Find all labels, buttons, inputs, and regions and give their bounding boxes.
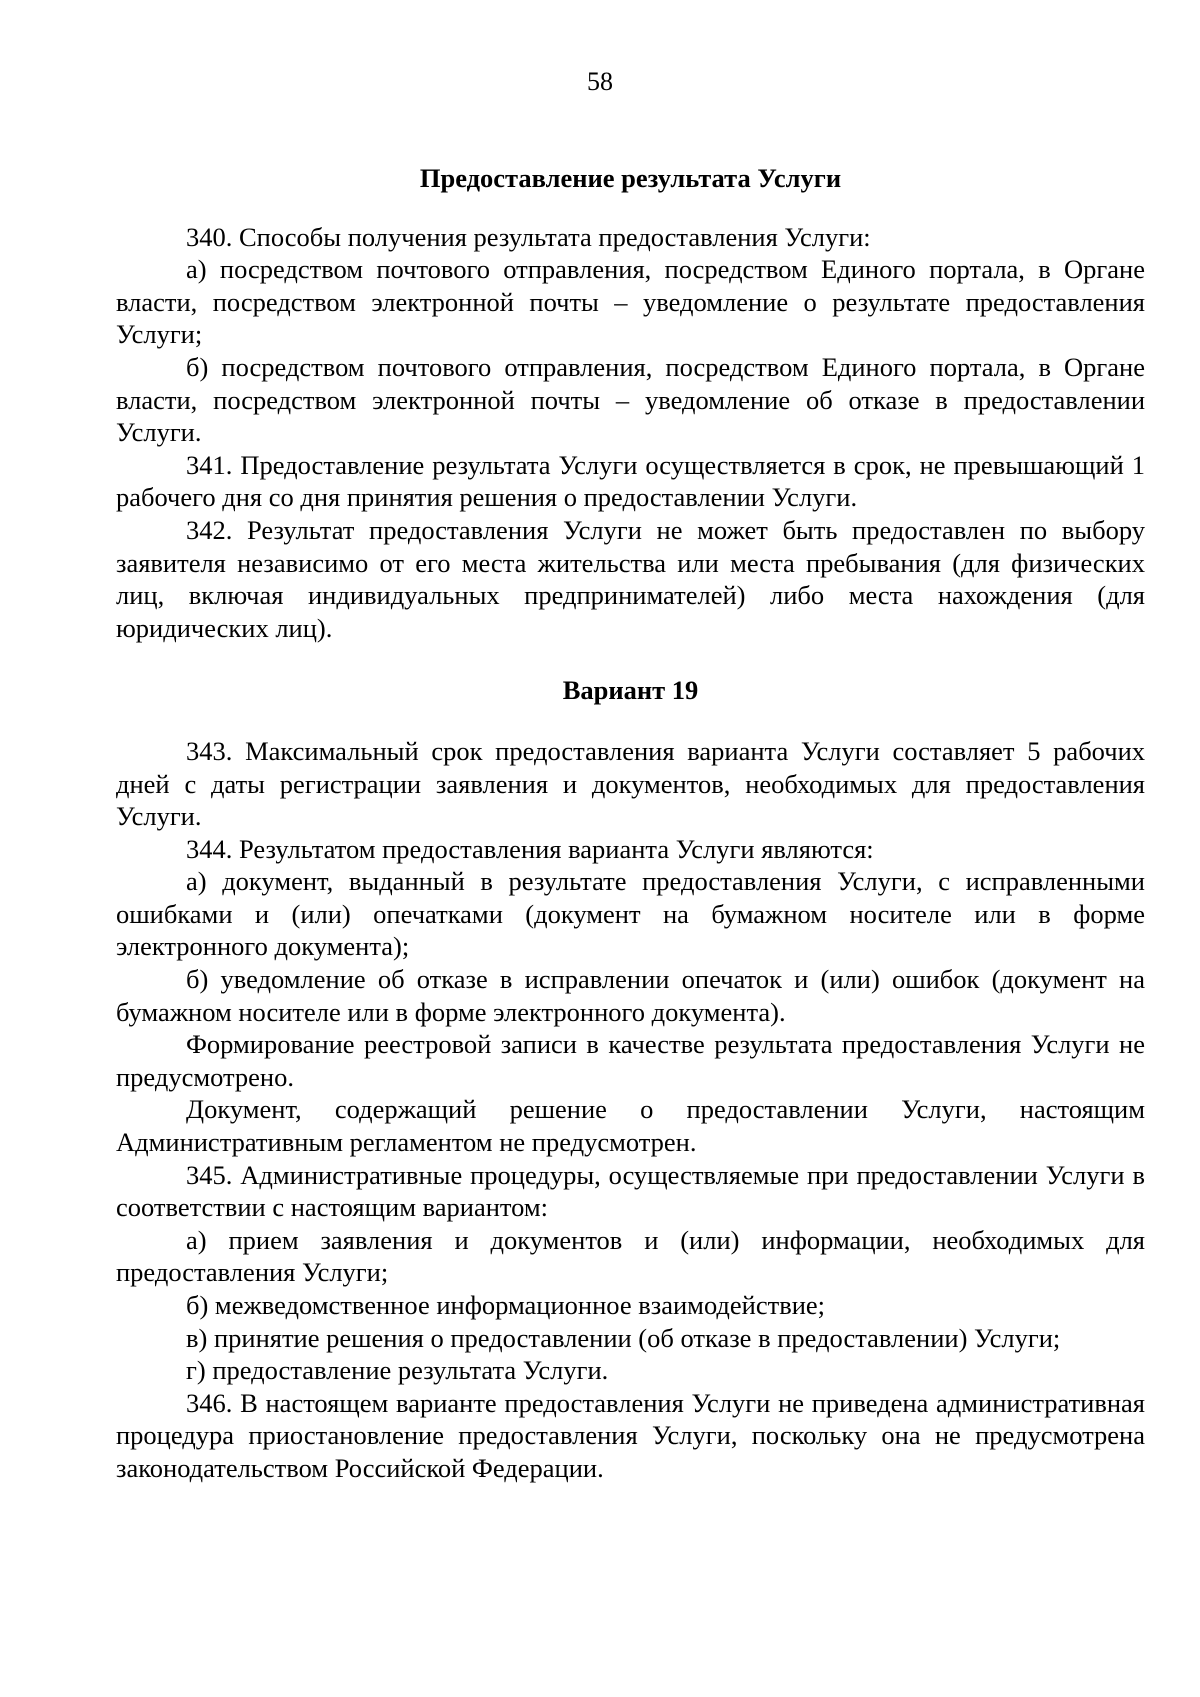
paragraph-345-b: б) межведомственное информационное взаимодействие; [186, 1290, 826, 1320]
paragraph-340-b: б) посредством почтового отправления, посредством Единого портала, в Органе власти, посредством электронной почты – уведомление об отказе в предоставлении Услуги. [116, 351, 1145, 448]
paragraph-340: 340. Способы получения результата предоставления Услуги: [186, 221, 871, 252]
paragraph-345-a: а) прием заявления и документов и (или) информации, необходимых для предоставления Услуги; [116, 1224, 1145, 1288]
paragraph-345-v: в) принятие решения о предоставлении (об отказе в предоставлении) Услуги; [186, 1322, 1061, 1353]
paragraph-345: 345. Административные процедуры, осуществляемые при предоставлении Услуги в соответствии с настоящим вариантом: [116, 1159, 1145, 1223]
document-body [116, 162, 1145, 1485]
paragraph-343: 343. Максимальный срок предоставления варианта Услуги составляет 5 рабочих дней с даты регистрации заявления и документов, необходимых для предоставления Услуги. [116, 735, 1145, 832]
paragraph-345-g: г) предоставление результата Услуги. [186, 1355, 609, 1386]
paragraph-342: 342. Результат предоставления Услуги не может быть предоставлен по выбору заявителя независимо от его места жительства или места пребывания (для физических лиц, включая индивидуальных предпринимателей) либо места нахождения (для юридических лиц). [116, 514, 1145, 643]
section-heading-variant: Вариант 19 [562, 675, 699, 706]
paragraph-344: 344. Результатом предоставления варианта Услуги являются: [186, 833, 874, 864]
paragraph-344-b: б) уведомление об отказе в исправлении опечаток и (или) ошибок (документ на бумажном носителе или в форме электронного документа). [116, 964, 1145, 1027]
page-number: 58 [587, 67, 613, 96]
paragraph-341: 341. Предоставление результата Услуги осуществляется в срок, не превышающий 1 рабочего дня со дня принятия решения о предоставлении Услуги. [116, 449, 1145, 513]
paragraph-registry-record: Формирование реестровой записи в качестве результата предоставления Услуги не предусмотрено. [116, 1029, 1145, 1092]
paragraph-346: 346. В настоящем варианте предоставления Услуги не приведена административная процедура приостановление предоставления Услуги, поскольку она не предусмотрена законодательством Российской Федерации. [116, 1387, 1145, 1483]
paragraph-344-a: а) документ, выданный в результате предоставления Услуги, с исправленными ошибками и (или) опечатками (документ на бумажном носителе или в форме электронного документа); [116, 866, 1145, 962]
paragraph-340-a: а) посредством почтового отправления, посредством Единого портала, в Органе власти, посредством электронной почты – уведомление о результате предоставления Услуги; [116, 254, 1145, 350]
section-heading-result: Предоставление результата Услуги [419, 163, 842, 193]
paragraph-decision-document: Документ, содержащий решение о предоставлении Услуги, настоящим Административным регламентом не предусмотрен. [116, 1094, 1145, 1158]
